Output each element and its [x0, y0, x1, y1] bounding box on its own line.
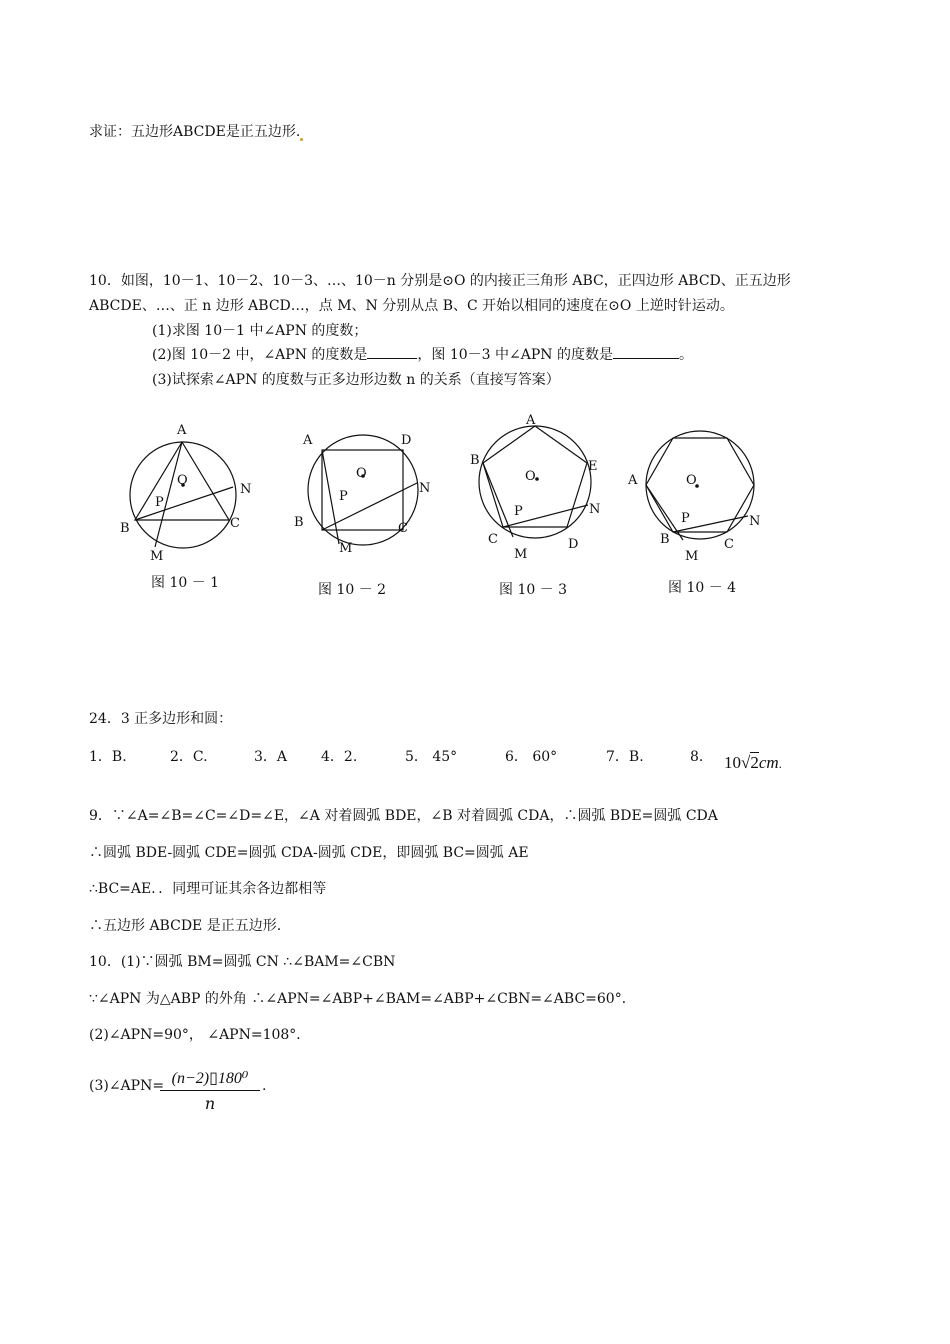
ans8-unit: cm [758, 753, 779, 772]
label-b: B [294, 515, 304, 530]
problem9-solution-line2: ∴圆弧 BDE-圆弧 CDE=圆弧 CDA-圆弧 CDE，即圆弧 BC=圆弧 AE [89, 845, 529, 861]
caption-fig-10-3: 图 10 － 3 [499, 582, 568, 598]
caption-fig-10-4: 图 10 － 4 [668, 580, 737, 596]
answer-4: 4．2. [321, 749, 358, 765]
prove-text: 求证：五边形ABCDE是正五边形. [89, 124, 301, 140]
ans8-radicand: 2 [750, 753, 759, 772]
label-d: D [401, 433, 412, 448]
label-a: A [526, 413, 536, 428]
label-o: O [525, 469, 536, 484]
label-a: A [628, 473, 638, 488]
label-p: P [681, 511, 690, 526]
q2-text-a: (2)图 10－2 中，∠APN 的度数是 [152, 347, 368, 363]
label-n: N [240, 482, 252, 497]
problem9-solution-line4: ∴五边形 ABCDE 是正五边形. [89, 918, 282, 934]
figure-10-4 [646, 431, 754, 540]
label-o: O [356, 466, 367, 481]
label-d: D [568, 537, 579, 552]
label-c: C [398, 521, 408, 536]
label-c: C [488, 532, 498, 547]
caption-fig-10-2: 图 10 － 2 [318, 582, 387, 598]
label-a: A [303, 433, 313, 448]
label-m: M [339, 541, 353, 556]
label-p: P [514, 504, 523, 519]
answer-2: 2．C. [170, 749, 208, 765]
q2-text-b: ，图 10－3 中∠APN 的度数是 [417, 347, 614, 363]
answer-7: 7．B. [606, 749, 644, 765]
answers-heading: 24．3 正多边形和圆： [89, 711, 233, 727]
q2-text-c: 。 [679, 347, 694, 363]
problem10-line1: 10．如图，10－1、10－2、10－3、…、10－n 分别是⊙O 的内接正三角形 ABC，正四边形 ABCD、正五边形 [89, 273, 791, 289]
label-o: O [686, 473, 697, 488]
label-p: P [155, 495, 164, 510]
annotation-dot [300, 138, 303, 141]
label-m: M [685, 549, 699, 564]
label-m: M [150, 549, 164, 564]
fraction-numerator: (n−2)▯180⁰ [160, 1068, 260, 1091]
fraction-period: . [262, 1078, 267, 1094]
label-o: O [177, 473, 188, 488]
p10-part3-prefix: (3)∠APN= [89, 1078, 165, 1094]
label-c: C [230, 516, 240, 531]
answer-8-label: 8． [690, 749, 713, 765]
answer-fraction [160, 1068, 260, 1113]
answer-blank-fig3[interactable] [613, 346, 679, 359]
center-dot [535, 477, 539, 481]
problem10-solution-line2: ∵∠APN 为△ABP 的外角 ∴∠APN=∠ABP+∠BAM=∠ABP+∠CBN=∠ABC=60°． [89, 991, 636, 1007]
ans8-period: . [778, 756, 782, 771]
fraction-denominator: n [204, 1094, 216, 1113]
problem10-line2: ABCDE、…、正 n 边形 ABCD…，点 M、N 分别从点 B、C 开始以相同的速度在⊙O 上逆时针运动。 [89, 298, 734, 314]
label-n: N [589, 502, 601, 517]
label-a: A [177, 423, 187, 438]
problem9-solution-line3: ∴BC=AE．．同理可证其余各边都相等 [89, 881, 327, 897]
label-b: B [120, 521, 130, 536]
label-n: N [419, 481, 431, 496]
answer-3: 3．A [254, 749, 288, 765]
answer-6: 6． 60° [505, 749, 558, 765]
ans8-coefficient: 10 [724, 753, 741, 772]
label-c: C [724, 537, 734, 552]
answer-1: 1．B. [89, 749, 127, 765]
circle-o [646, 431, 754, 539]
circle-o [130, 442, 236, 548]
problem9-solution-line1: 9．∵∠A=∠B=∠C=∠D=∠E，∠A 对着圆弧 BDE，∠B 对着圆弧 CDA，∴圆弧 BDE=圆弧 CDA [89, 808, 718, 824]
label-e: E [588, 459, 598, 474]
problem9-prove-statement [89, 123, 303, 141]
problem10-solution-line1: 10．(1)∵圆弧 BM=圆弧 CN ∴∠BAM=∠CBN [89, 954, 396, 970]
figures-panel [0, 400, 950, 610]
answer-8-value [724, 754, 782, 773]
label-m: M [514, 547, 528, 562]
answer-blank-fig2[interactable] [367, 346, 417, 359]
label-p: P [339, 489, 348, 504]
problem10-question2 [152, 346, 693, 364]
caption-fig-10-1: 图 10 － 1 [151, 575, 220, 591]
label-n: N [749, 514, 761, 529]
answer-5: 5． 45° [405, 749, 458, 765]
problem10-solution-line3: (2)∠APN=90°， ∠APN=108°． [89, 1027, 311, 1043]
problem10-question3: (3)试探索∠APN 的度数与正多边形边数 n 的关系（直接写答案） [152, 372, 560, 388]
problem10-question1: (1)求图 10－1 中∠APN 的度数； [152, 323, 368, 339]
label-b: B [660, 532, 670, 547]
label-b: B [470, 453, 480, 468]
segment-bn [135, 487, 233, 520]
figure-10-1 [130, 442, 236, 548]
sqrt-symbol: √ [741, 753, 751, 772]
problem10-solution-line4 [89, 1077, 164, 1095]
